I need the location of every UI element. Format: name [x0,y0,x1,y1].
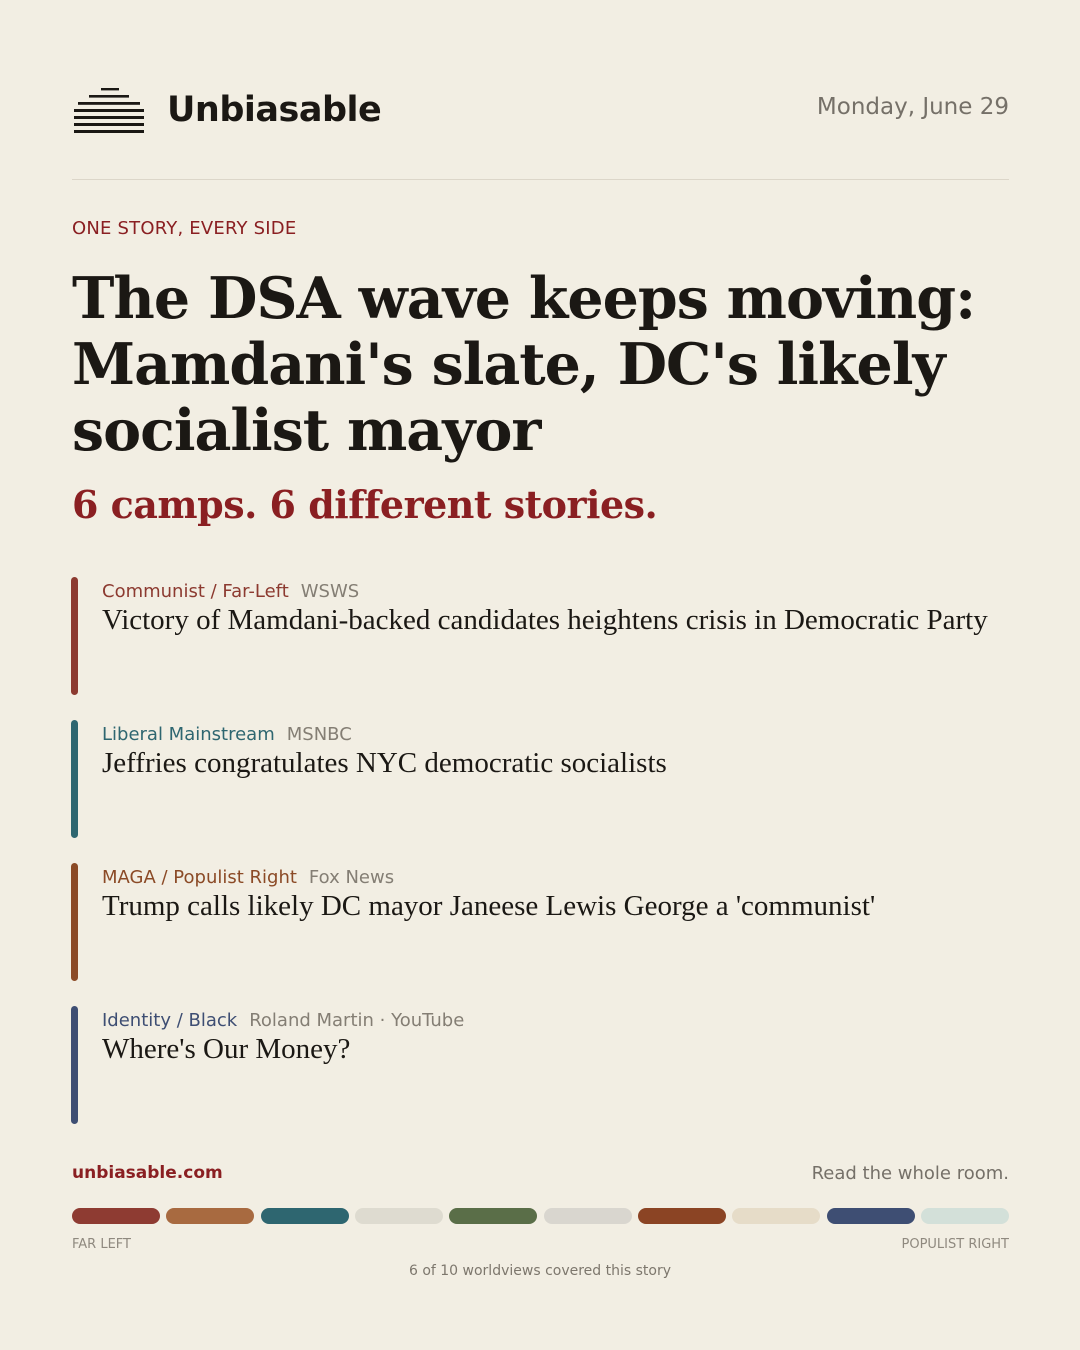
source-label: MSNBC [286,724,352,745]
spectrum-segment [449,1208,537,1224]
source-label: Roland Martin · YouTube [249,1010,465,1031]
spectrum-segment [921,1208,1009,1224]
story-meta [102,867,394,888]
spectrum-bar [72,1208,1009,1224]
spectrum-segment [544,1208,632,1224]
header-divider [72,179,1009,180]
spectrum-segment [166,1208,254,1224]
camp-label: Liberal Mainstream [102,724,275,745]
story-item[interactable] [71,577,1009,695]
stacked-lines-logo-icon [72,86,146,140]
story-item[interactable] [71,1006,1009,1124]
story-title[interactable]: Victory of Mamdani-backed candidates heightens crisis in Democratic Party [102,604,988,636]
story-title[interactable]: Trump calls likely DC mayor Janeese Lewis George a 'communist' [102,890,876,922]
headline: The DSA wave keeps moving: Mamdani's slate, DC's likely socialist mayor [72,265,976,464]
section-kicker: ONE STORY, EVERY SIDE [72,218,297,239]
story-list [71,577,1009,1149]
spectrum-segment [261,1208,349,1224]
story-item[interactable] [71,863,1009,981]
camp-label: MAGA / Populist Right [102,867,297,888]
source-label: WSWS [300,581,360,602]
camp-label: Identity / Black [102,1010,238,1031]
coverage-text: 6 of 10 worldviews covered this story [408,1263,672,1279]
story-item[interactable] [71,720,1009,838]
site-url-link[interactable]: unbiasable.com [72,1163,223,1183]
spectrum-right-label: POPULIST RIGHT [901,1237,1009,1252]
spectrum-segment [827,1208,915,1224]
date-label: Monday, June 29 [816,94,1009,120]
spectrum-segment [638,1208,726,1224]
camp-color-bar [71,720,78,838]
story-meta [102,1010,464,1031]
camp-color-bar [71,1006,78,1124]
spectrum-left-label: FAR LEFT [72,1237,131,1252]
header [72,86,1009,140]
camp-color-bar [71,863,78,981]
camp-color-bar [71,577,78,695]
footer-tagline: Read the whole room. [811,1163,1009,1184]
story-meta [102,581,359,602]
brand-name[interactable]: Unbiasable [167,90,382,130]
source-label: Fox News [308,867,395,888]
spectrum-segment [72,1208,160,1224]
spectrum-segment [355,1208,443,1224]
story-title[interactable]: Jeffries congratulates NYC democratic socialists [102,747,667,779]
camp-label: Communist / Far-Left [102,581,289,602]
story-title[interactable]: Where's Our Money? [102,1033,351,1065]
story-meta [102,724,352,745]
subhead: 6 camps. 6 different stories. [72,482,658,527]
spectrum-segment [732,1208,820,1224]
